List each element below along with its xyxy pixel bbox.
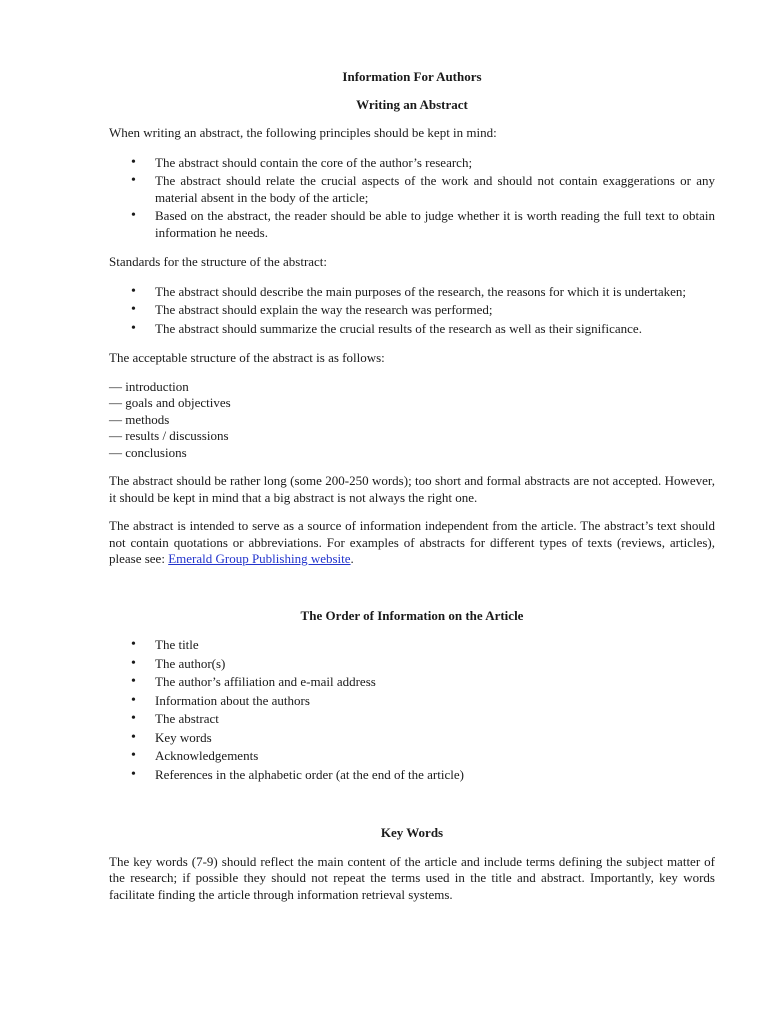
list-item: — introduction — [109, 378, 189, 394]
abstract-intro: When writing an abstract, the following principles should be kept in mind: — [109, 125, 497, 140]
structure-list — [109, 379, 715, 462]
doc-title: Information For Authors — [342, 69, 482, 84]
list-item: • Based on the abstract, the reader should be able to judge whether it is worth reading the full text to obtain information he needs. — [109, 208, 715, 241]
list-item: • The author’s affiliation and e-mail address — [109, 674, 715, 691]
order-list — [109, 637, 715, 783]
document-content — [109, 69, 715, 903]
order-heading: The Order of Information on the Article — [300, 607, 524, 623]
standards-list — [109, 284, 715, 338]
independence-paragraph — [109, 518, 715, 568]
length-paragraph: The abstract should be rather long (some 200-250 words); too short and formal abstracts are not accepted. However, it should be kept in mind that a big abstract is not always the right one. — [109, 473, 715, 505]
list-item: • The abstract should relate the crucial aspects of the work and should not contain exaggerations or any material absent in the body of the article; — [109, 173, 715, 206]
independence-suffix: . — [350, 551, 354, 566]
list-item: • Key words — [109, 730, 715, 747]
keywords-heading: Key Words — [380, 825, 444, 840]
structure-intro: The acceptable structure of the abstract is as follows: — [109, 350, 385, 365]
list-item: • The abstract should summarize the crucial results of the research as well as their significance. — [109, 321, 715, 338]
list-item: — results / discussions — [109, 428, 229, 443]
list-item: • The title — [109, 637, 715, 654]
list-item: — goals and objectives — [109, 395, 231, 410]
list-item: • The abstract should describe the main purposes of the research, the reasons for which it is undertaken; — [109, 284, 715, 301]
emerald-website-link[interactable]: Emerald Group Publishing website — [168, 551, 351, 566]
standards-intro: Standards for the structure of the abstract: — [109, 254, 328, 269]
list-item: • References in the alphabetic order (at the end of the article) — [109, 767, 715, 784]
list-item: • Information about the authors — [109, 693, 715, 710]
list-item: • Acknowledgements — [109, 748, 715, 765]
list-item: — methods — [109, 411, 170, 427]
abstract-heading: Writing an Abstract — [356, 96, 468, 112]
list-item: • The abstract should contain the core of the author’s research; — [109, 155, 715, 172]
list-item: • The author(s) — [109, 656, 715, 673]
keywords-paragraph: The key words (7-9) should reflect the main content of the article and include terms defining the subject matter of the research; if possible they should not repeat the terms used in the title and abstract. Importantly, key words facilitate finding the article through information retrieval systems. — [109, 853, 715, 902]
list-item: — conclusions — [109, 444, 187, 460]
list-item: • The abstract — [109, 711, 715, 728]
list-item: • The abstract should explain the way the research was performed; — [109, 302, 715, 319]
principles-list — [109, 155, 715, 242]
independence-text: The abstract is intended to serve as a source of information independent from the article. The abstract’s text should not contain quotations or abbreviations. For examples of abstracts for different types of texts (reviews, articles), please see: — [109, 518, 715, 566]
